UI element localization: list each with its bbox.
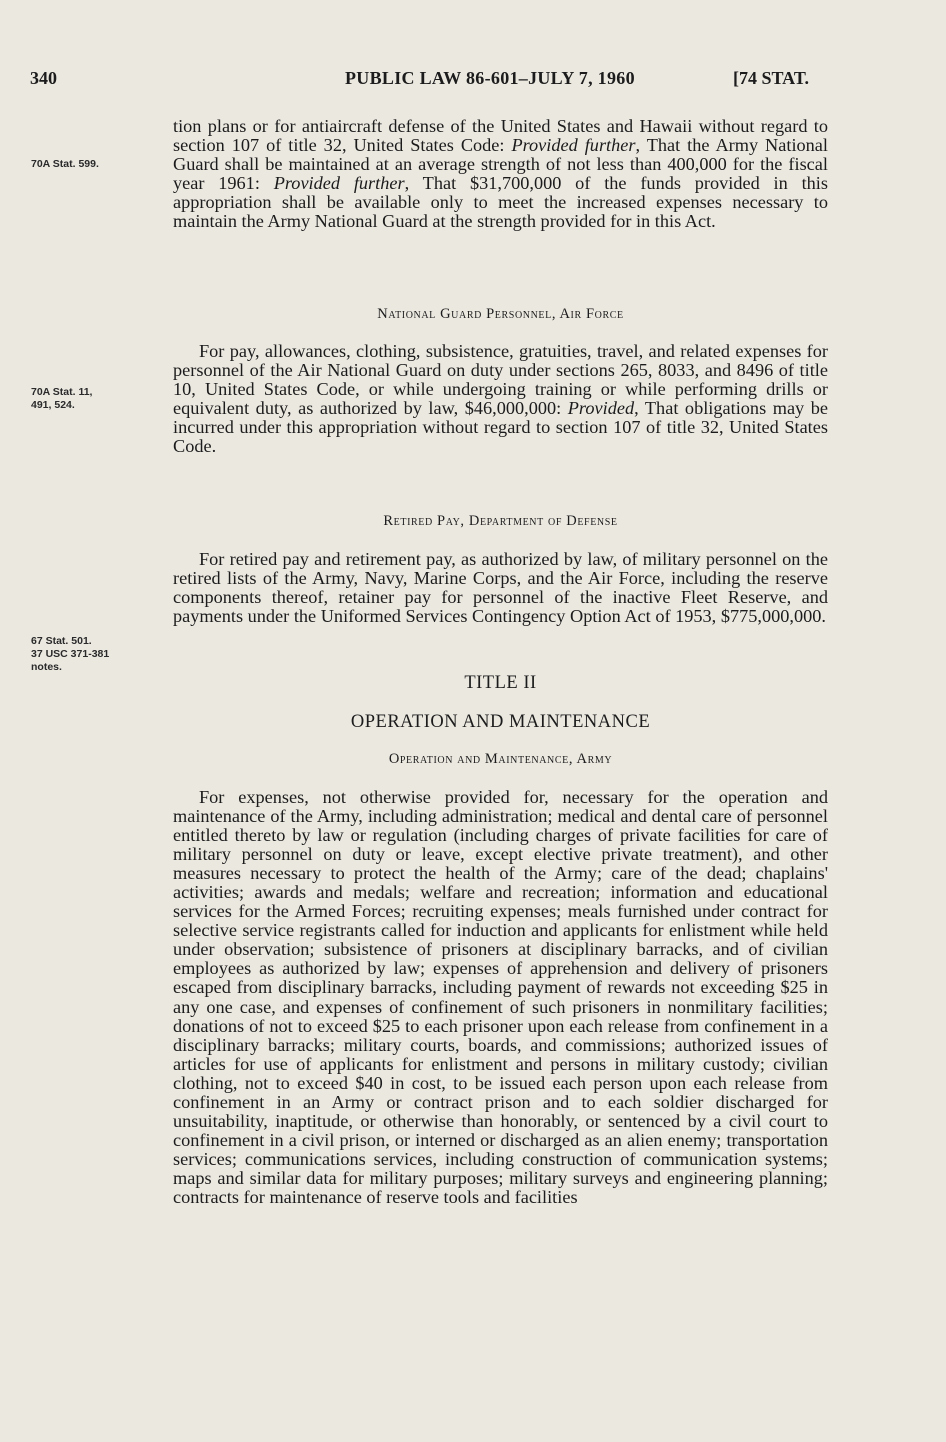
- margin-note-67-stat: 67 Stat. 501. 37 USC 371-381 notes.: [31, 635, 110, 673]
- paragraph-retired-pay: For retired pay and retirement pay, as authorized by law, of military personnel on the retired lists of the Army, Navy, Marine Corps, and the Air Force, including the reserve components thereof, retainer pay for personnel of the inactive Fleet Reserve, and payments under the Uniformed Services Contingency Option Act of 1953, $775,000,000.: [173, 549, 828, 627]
- volume-reference: [74 STAT.: [733, 68, 810, 88]
- paragraph-army-guard-continued: tion plans or for antiaircraft defense of the United States and Hawaii without regard to section 107 of title 32, United States Code: Provided further, That the Army National Guard shall be maintained at an average strength of not less than 400,000 for the fiscal year 1961: Provided further, That $31,700,000 of the funds provided in this appropriation shall be available only to meet the increased expenses necessary to maintain the Army National Guard at the strength provided for in this Act.: [173, 116, 828, 232]
- running-title: PUBLIC LAW 86-601–JULY 7, 1960: [345, 68, 635, 88]
- margin-note-70a-11: 70A Stat. 11, 491, 524.: [31, 386, 93, 411]
- paragraph-air-national-guard: For pay, allowances, clothing, subsistence, gratuities, travel, and related expenses for personnel of the Air National Guard on duty under sections 265, 8033, and 8496 of title 10, United States Code, or while undergoing training or while performing drills or equivalent duty, as authorized by law, $46,000,000: Provided, That obligations may be incurred under this appropriation without regard to section 107 of title 32, United States Code.: [173, 341, 829, 457]
- heading-operation-maintenance-army: Operation and Maintenance, Army: [388, 751, 613, 767]
- paragraph-operation-maintenance-army: For expenses, not otherwise provided for, necessary for the operation and maintenance of the Army, including administration; medical and dental care of personnel entitled thereto by law or regulation (including charges of private facilities for care of military personnel on duty or leave, except elective private treatment), and other measures necessary to protect the health of the Army; care of the dead; chaplains' activities; awards and medals; welfare and recreation; information and educational services for the Armed Forces; recruiting expenses; meals furnished under contract for selective service registrants called for induction and applicants for enlistment while held under observation; subsistence of prisoners at disciplinary barracks, and of civilian employees as authorized by law; expenses of apprehension and delivery of prisoners escaped from disciplinary barracks, including payment of rewards not exceeding $25 in any one case, and expenses of confinement of such prisoners in nonmilitary facilities; donations of not to exceed $25 to each prisoner upon each release from confinement in a disciplinary barracks; military courts, boards, and commissions; authorized issues of articles for use of applicants for enlistment and persons in military custody; civilian clothing, not to exceed $40 in cost, to be issued each person upon each release from confinement in an Army or contract prison and to each soldier discharged for unsuitability, inaptitude, or otherwise than honorably, or sentenced by a civil court to confinement in a civil prison, or interned or discharged as an alien enemy; transportation services; communications services, including construction of communication systems; maps and similar data for military purposes; military surveys and engineering planning; contracts for maintenance of reserve tools and facilities: [173, 787, 828, 1207]
- running-header: [30, 68, 830, 94]
- page-number: 340: [30, 68, 57, 88]
- heading-retired-pay: Retired Pay, Department of Defense: [383, 513, 618, 529]
- margin-note-70a-599: 70A Stat. 599.: [31, 158, 99, 170]
- title-ii-heading: TITLE II: [464, 673, 537, 693]
- heading-national-guard-air-force: National Guard Personnel, Air Force: [377, 306, 624, 322]
- title-ii-subheading: OPERATION AND MAINTENANCE: [350, 712, 651, 732]
